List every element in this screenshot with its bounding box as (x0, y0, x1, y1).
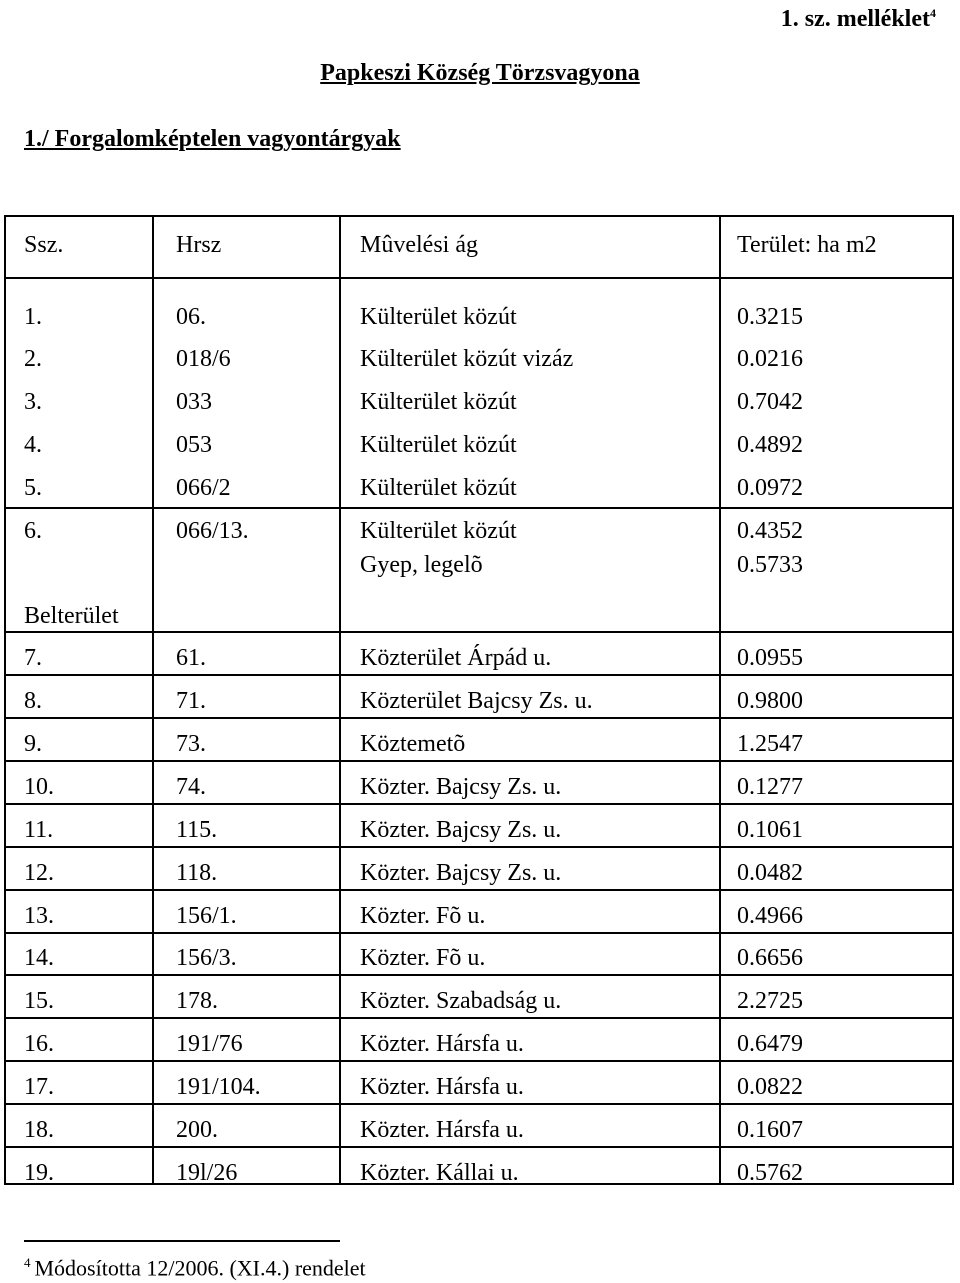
col-ssz-cell: 13. (24, 903, 54, 929)
col-hrsz-cell: 191/76 (176, 1031, 243, 1057)
col-terulet-cell: 0.5733 (737, 552, 803, 578)
col-terulet-cell: 0.4352 (737, 518, 803, 544)
col-hrsz-cell: Hrsz (176, 232, 222, 258)
col-ssz-cell: 14. (24, 945, 54, 971)
col-muvelesi-ag-cell: Közter. Szabadság u. (360, 988, 562, 1014)
col-terulet-cell: 0.1607 (737, 1117, 803, 1143)
col-ssz-cell: Ssz. (24, 232, 64, 258)
col-muvelesi-ag-cell: Közter. Bajcsy Zs. u. (360, 774, 562, 800)
col-terulet-cell: 1.2547 (737, 731, 803, 757)
col-muvelesi-ag-cell: Külterület közút (360, 518, 517, 544)
col-hrsz-cell: 018/6 (176, 346, 231, 372)
table-row (6, 810, 956, 850)
footnote-text: Módosította 12/2006. (XI.4.) rendelet (34, 1255, 366, 1281)
col-ssz-cell: 18. (24, 1117, 54, 1143)
annex-text: 1. sz. melléklet (780, 6, 930, 32)
footnote-mark: 4 (24, 1255, 31, 1270)
col-terulet-cell: 0.0822 (737, 1074, 803, 1100)
col-terulet-cell: 0.5762 (737, 1160, 803, 1186)
col-ssz-cell: 16. (24, 1031, 54, 1057)
table-row (6, 297, 956, 337)
col-terulet-cell: 0.3215 (737, 304, 803, 330)
col-muvelesi-ag-cell: Külterület közút (360, 432, 517, 458)
col-muvelesi-ag-cell: Külterület közút (360, 304, 517, 330)
col-muvelesi-ag-cell: Külterület közút vizáz (360, 346, 574, 372)
col-hrsz-cell: 156/1. (176, 903, 237, 929)
col-hrsz-cell: 61. (176, 645, 206, 671)
col-hrsz-cell: 178. (176, 988, 218, 1014)
col-terulet-cell: 0.6656 (737, 945, 803, 971)
col-muvelesi-ag-cell: Közter. Bajcsy Zs. u. (360, 817, 562, 843)
col-hrsz-cell: 200. (176, 1117, 218, 1143)
col-muvelesi-ag-cell: Közter. Kállai u. (360, 1160, 519, 1186)
col-muvelesi-ag-cell: Közter. Hársfa u. (360, 1117, 524, 1143)
col-terulet-cell: 2.2725 (737, 988, 803, 1014)
col-ssz-cell: 1. (24, 304, 42, 330)
col-terulet-cell: 0.7042 (737, 389, 803, 415)
col-hrsz-cell: 156/3. (176, 945, 237, 971)
col-hrsz-cell: 191/104. (176, 1074, 261, 1100)
table-row (6, 638, 956, 678)
table-row-divider (6, 277, 952, 279)
footnote-divider (24, 1240, 340, 1242)
col-ssz-cell: 7. (24, 645, 42, 671)
col-terulet-cell: 0.0482 (737, 860, 803, 886)
annex-label (781, 0, 936, 32)
col-terulet-cell: 0.4892 (737, 432, 803, 458)
col-muvelesi-ag-cell: Mûvelési ág (360, 232, 478, 258)
col-terulet-cell: 0.0972 (737, 475, 803, 501)
table-row (6, 596, 956, 636)
col-hrsz-cell: 73. (176, 731, 206, 757)
table-row (6, 981, 956, 1021)
col-ssz-cell: 12. (24, 860, 54, 886)
table-header-row (6, 225, 956, 265)
col-terulet-cell: 0.4966 (737, 903, 803, 929)
col-hrsz-cell: 033 (176, 389, 212, 415)
col-ssz-cell: 17. (24, 1074, 54, 1100)
col-terulet-cell: Terület: ha m2 (737, 232, 877, 258)
col-hrsz-cell: 19l/26 (176, 1160, 238, 1186)
table-row (6, 681, 956, 721)
table-row (6, 1110, 956, 1150)
col-ssz-cell: 8. (24, 688, 42, 714)
col-ssz-cell: 6. (24, 518, 42, 544)
col-terulet-cell: 0.0955 (737, 645, 803, 671)
table-row (6, 853, 956, 893)
col-hrsz-cell: 118. (176, 860, 218, 886)
col-muvelesi-ag-cell: Külterület közút (360, 475, 517, 501)
col-muvelesi-ag-cell: Külterület közút (360, 389, 517, 415)
col-ssz-cell: 4. (24, 432, 42, 458)
col-ssz-cell: 9. (24, 731, 42, 757)
col-muvelesi-ag-cell: Közter. Hársfa u. (360, 1031, 524, 1057)
col-hrsz-cell: 74. (176, 774, 206, 800)
col-ssz-cell: 15. (24, 988, 54, 1014)
col-terulet-cell: 0.1277 (737, 774, 803, 800)
asset-table (4, 215, 954, 1185)
table-row (6, 1153, 956, 1193)
col-terulet-cell: 0.6479 (737, 1031, 803, 1057)
col-terulet-cell: 0.0216 (737, 346, 803, 372)
col-hrsz-cell: 066/2 (176, 475, 231, 501)
table-row (6, 468, 956, 508)
col-hrsz-cell: 71. (176, 688, 206, 714)
col-ssz-cell: 3. (24, 389, 42, 415)
col-muvelesi-ag-cell: Közter. Fõ u. (360, 903, 486, 929)
col-ssz-cell: 10. (24, 774, 54, 800)
col-ssz-cell: 11. (24, 817, 54, 843)
table-row (6, 724, 956, 764)
col-muvelesi-ag-cell: Köztemetõ (360, 731, 466, 757)
table-row (6, 1024, 956, 1064)
col-ssz-cell: 5. (24, 475, 42, 501)
table-row (6, 1067, 956, 1107)
col-ssz-cell: 19. (24, 1160, 54, 1186)
col-hrsz-cell: 053 (176, 432, 212, 458)
col-muvelesi-ag-cell: Közter. Hársfa u. (360, 1074, 524, 1100)
table-row (6, 767, 956, 807)
col-ssz-cell: 2. (24, 346, 42, 372)
annex-footnote-mark: 4 (930, 6, 936, 20)
table-row (6, 938, 956, 978)
col-hrsz-cell: 06. (176, 304, 206, 330)
table-row (6, 382, 956, 422)
table-row (6, 896, 956, 936)
table-row (6, 545, 956, 585)
section-heading: 1./ Forgalomképtelen vagyontárgyak (24, 126, 401, 152)
col-terulet-cell: 0.9800 (737, 688, 803, 714)
col-hrsz-cell: 115. (176, 817, 218, 843)
document-title: Papkeszi Község Törzsvagyona (320, 60, 640, 86)
footnote (24, 1248, 366, 1283)
col-muvelesi-ag-cell: Közterület Bajcsy Zs. u. (360, 688, 593, 714)
col-muvelesi-ag-cell: Közter. Bajcsy Zs. u. (360, 860, 562, 886)
col-ssz-cell: Belterület (24, 603, 119, 629)
col-muvelesi-ag-cell: Közter. Fõ u. (360, 945, 486, 971)
col-muvelesi-ag-cell: Gyep, legelõ (360, 552, 483, 578)
col-hrsz-cell: 066/13. (176, 518, 249, 544)
table-row (6, 425, 956, 465)
col-muvelesi-ag-cell: Közterület Árpád u. (360, 645, 552, 671)
col-terulet-cell: 0.1061 (737, 817, 803, 843)
table-row (6, 339, 956, 379)
